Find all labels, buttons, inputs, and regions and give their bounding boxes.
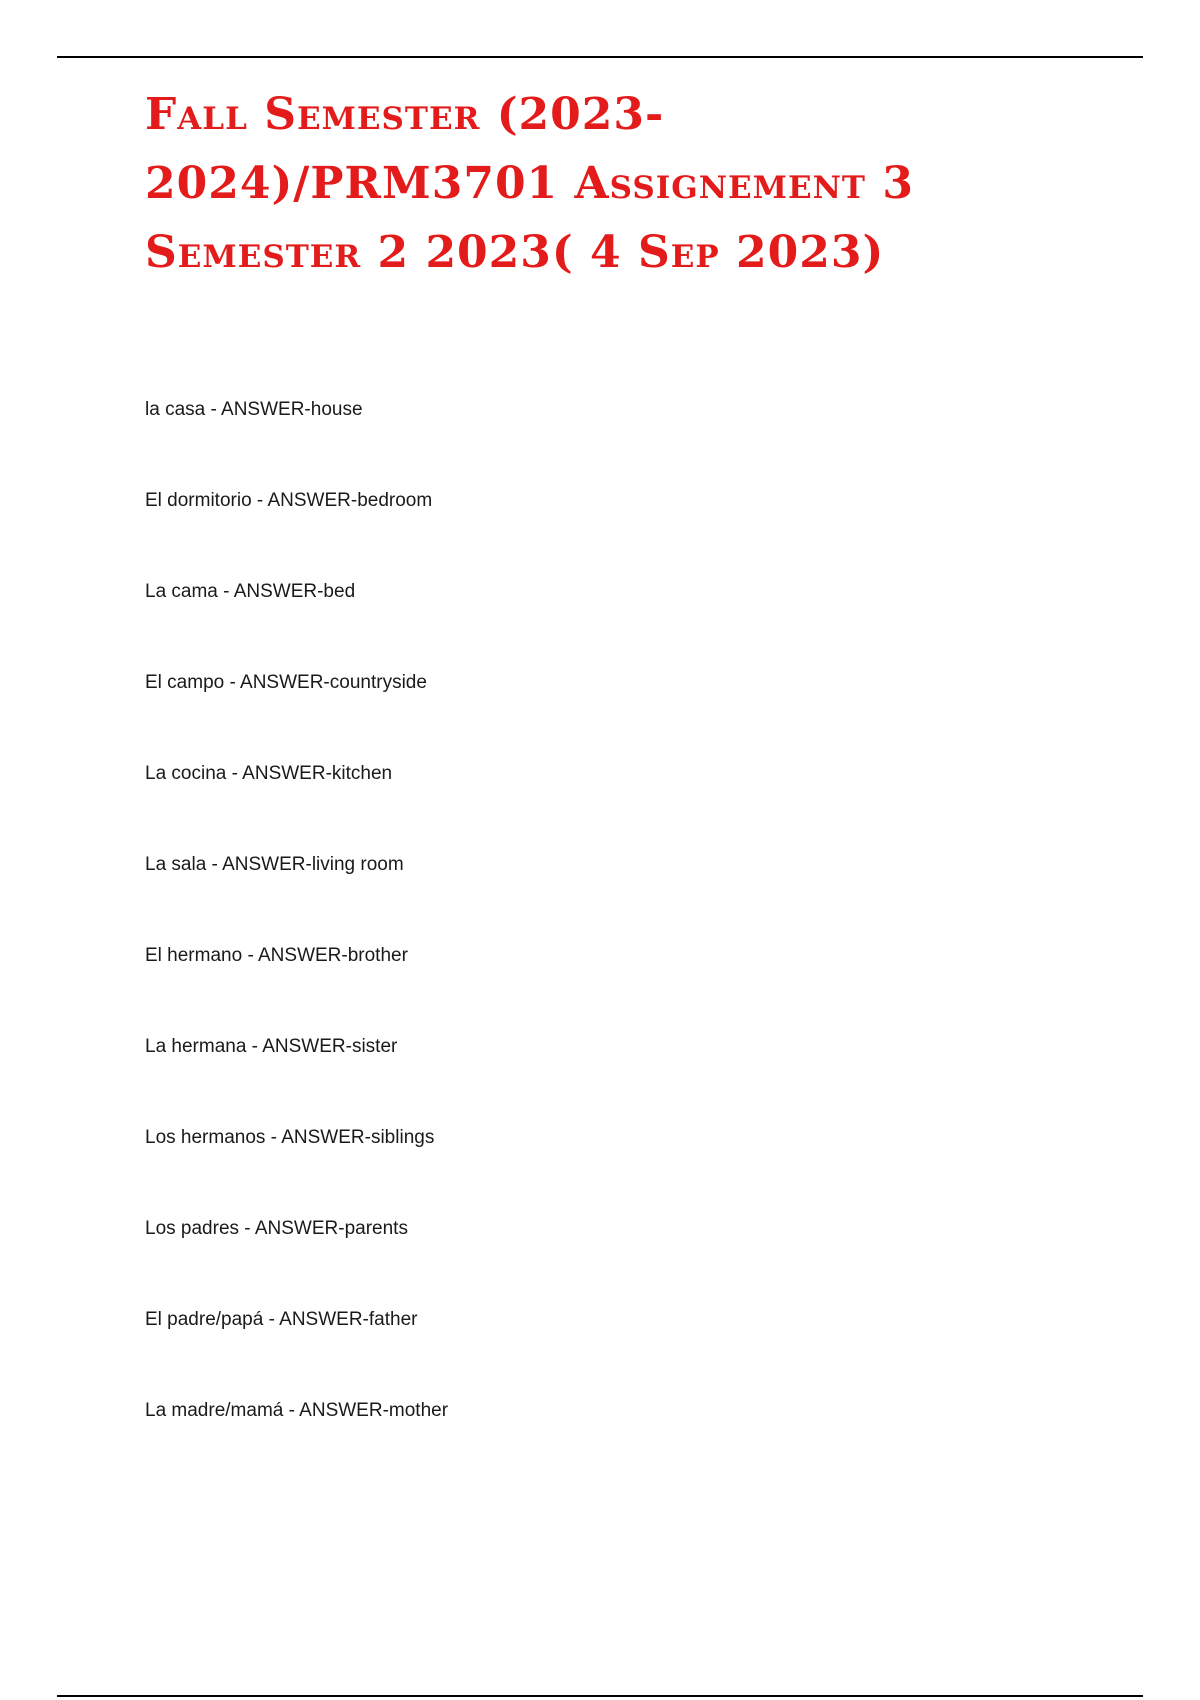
vocab-item: Los padres - ANSWER-parents — [145, 1218, 408, 1239]
vocab-item: la casa - ANSWER-house — [145, 399, 363, 420]
title-line: Fall Semester (2023- — [145, 89, 665, 140]
vocab-item: El hermano - ANSWER-brother — [145, 945, 408, 966]
title-line: 2024)/PRM3701 Assignement 3 — [145, 158, 914, 209]
vocab-item: La madre/mamá - ANSWER-mother — [145, 1400, 449, 1421]
vocab-item: El dormitorio - ANSWER-bedroom — [145, 490, 433, 511]
bottom-rule — [57, 1695, 1143, 1697]
top-rule — [57, 56, 1143, 58]
vocab-item: El padre/papá - ANSWER-father — [145, 1309, 418, 1330]
vocab-item: La cocina - ANSWER-kitchen — [145, 763, 393, 784]
vocab-item: Los hermanos - ANSWER-siblings — [145, 1127, 435, 1148]
vocab-item: La sala - ANSWER-living room — [145, 854, 404, 875]
vocabulary-list — [145, 395, 448, 1487]
document-title — [145, 80, 1045, 287]
title-line: Semester 2 2023( 4 Sep 2023) — [145, 227, 885, 278]
vocab-item: La hermana - ANSWER-sister — [145, 1036, 398, 1057]
vocab-item: El campo - ANSWER-countryside — [145, 672, 427, 693]
vocab-item: La cama - ANSWER-bed — [145, 581, 356, 602]
